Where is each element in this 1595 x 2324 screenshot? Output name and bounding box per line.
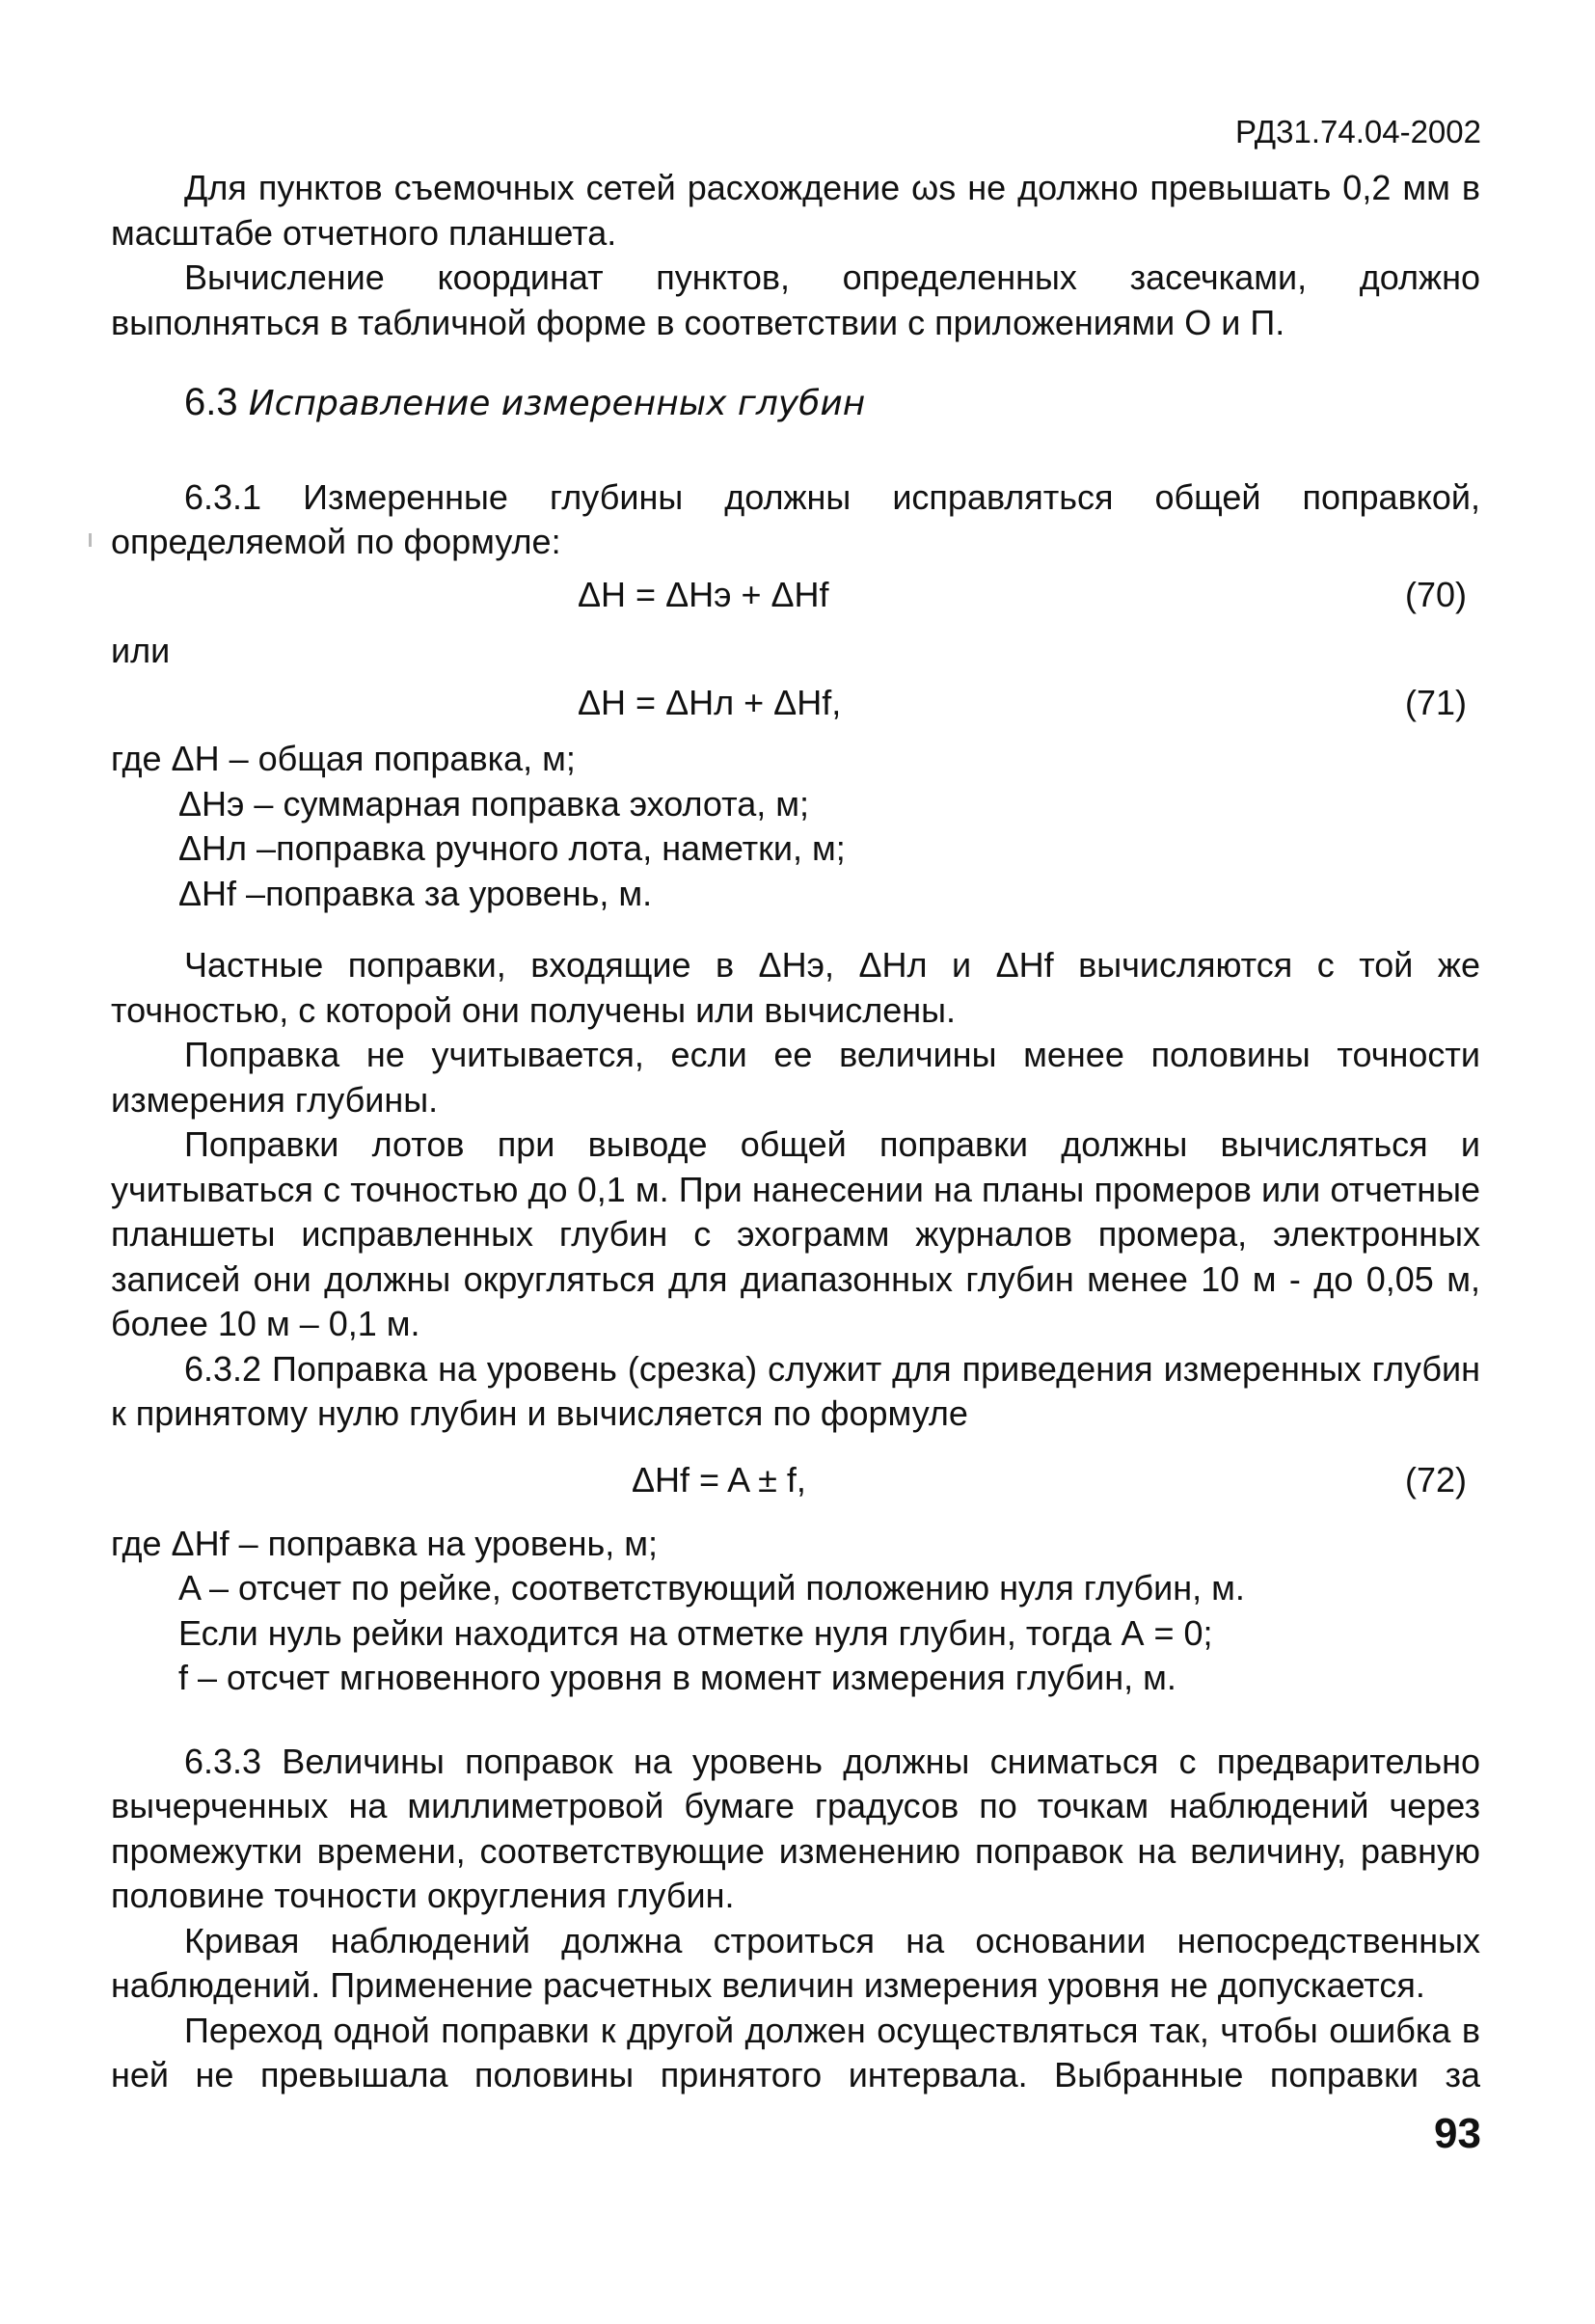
paragraph: Переход одной поправки к другой должен осуществляться так, чтобы ошибка в ней не превышала половины принятого интервала. Выбранные поправки за (111, 2010, 1480, 2094)
section-number: 6.3 (184, 381, 238, 423)
equation-number: (72) (1404, 1459, 1467, 1500)
equation-number: (71) (1404, 683, 1467, 722)
definition-line: где ΔH – общая поправка, м; (111, 739, 576, 778)
equation-71 (111, 681, 1480, 727)
definition-line: f – отсчет мгновенного уровня в момент измерения глубин, м. (178, 1658, 1176, 1697)
equation-formula: ΔH = ΔHл + ΔHf, (578, 683, 842, 722)
scan-mark (89, 533, 92, 547)
section-title: Исправление измеренных глубин (248, 384, 866, 423)
equation-formula: ΔHf = A ± f, (632, 1459, 806, 1500)
paragraph: 6.3.2 Поправка на уровень (срезка) служит для приведения измеренных глубин к принятому нулю глубин и вычисляется по формуле (111, 1348, 1480, 1433)
paragraph: Для пунктов съемочных сетей расхождение ωs не должно превышать 0,2 мм в масштабе отчетного планшета. (111, 168, 1480, 253)
document-body (111, 166, 1480, 2098)
or-word: или (111, 630, 171, 670)
equation-70 (111, 573, 1480, 619)
paragraph: Поправки лотов при выводе общей поправки должны вычисляться и учитываться с точностью до 0,1 м. При нанесении на планы промеров или отчетные планшеты исправленных глубин с эхограмм журналов промера, электронных записей они должны округляться для диапазонных глубин менее 10 м - до 0,05 м, более 10 м – 0,1 м. (111, 1124, 1480, 1343)
equation-72 (111, 1458, 1480, 1504)
definition-line: ΔHf –поправка за уровень, м. (178, 873, 653, 913)
definition-line: ΔHл –поправка ручного лота, наметки, м; (178, 828, 846, 868)
paragraph: Вычисление координат пунктов, определенных засечками, должно выполняться в табличной форме в соответствии с приложениями О и П. (111, 257, 1480, 342)
paragraph: 6.3.1 Измеренные глубины должны исправляться общей поправкой, определяемой по формуле: (111, 476, 1480, 561)
spacer (111, 1701, 1480, 1740)
spacer (111, 916, 1480, 943)
page-number: 93 (1434, 2110, 1481, 2157)
paragraph: Частные поправки, входящие в ΔHэ, ΔHл и ΔHf вычисляются с той же точностью, с которой они получены или вычислены. (111, 945, 1480, 1030)
definition-line: ΔHэ – суммарная поправка эхолота, м; (178, 783, 810, 824)
paragraph: 6.3.3 Величины поправок на уровень должны сниматься с предварительно вычерченных на миллиметровой бумаге градусов по точкам наблюдений через промежутки времени, соответствующие изменению поправок на величину, равную половине точности округления глубин. (111, 1741, 1480, 1915)
definition-line: Если нуль рейки находится на отметке нуля глубин, тогда А = 0; (178, 1612, 1213, 1653)
equation-formula: ΔH = ΔHэ + ΔHf (578, 574, 829, 614)
definition-line: где ΔHf – поправка на уровень, м; (111, 1523, 659, 1563)
definition-line: A – отсчет по рейке, соответствующий положению нуля глубин, м. (178, 1568, 1245, 1608)
paragraph: Кривая наблюдений должна строиться на основании непосредственных наблюдений. Применение расчетных величин измерения уровня не допускается. (111, 1920, 1480, 2005)
document-code: РД31.74.04-2002 (1234, 114, 1481, 149)
section-heading (184, 380, 1480, 427)
equation-number: (70) (1404, 574, 1467, 614)
paragraph: Поправка не учитывается, если ее величины менее половины точности измерения глубины. (111, 1035, 1480, 1120)
